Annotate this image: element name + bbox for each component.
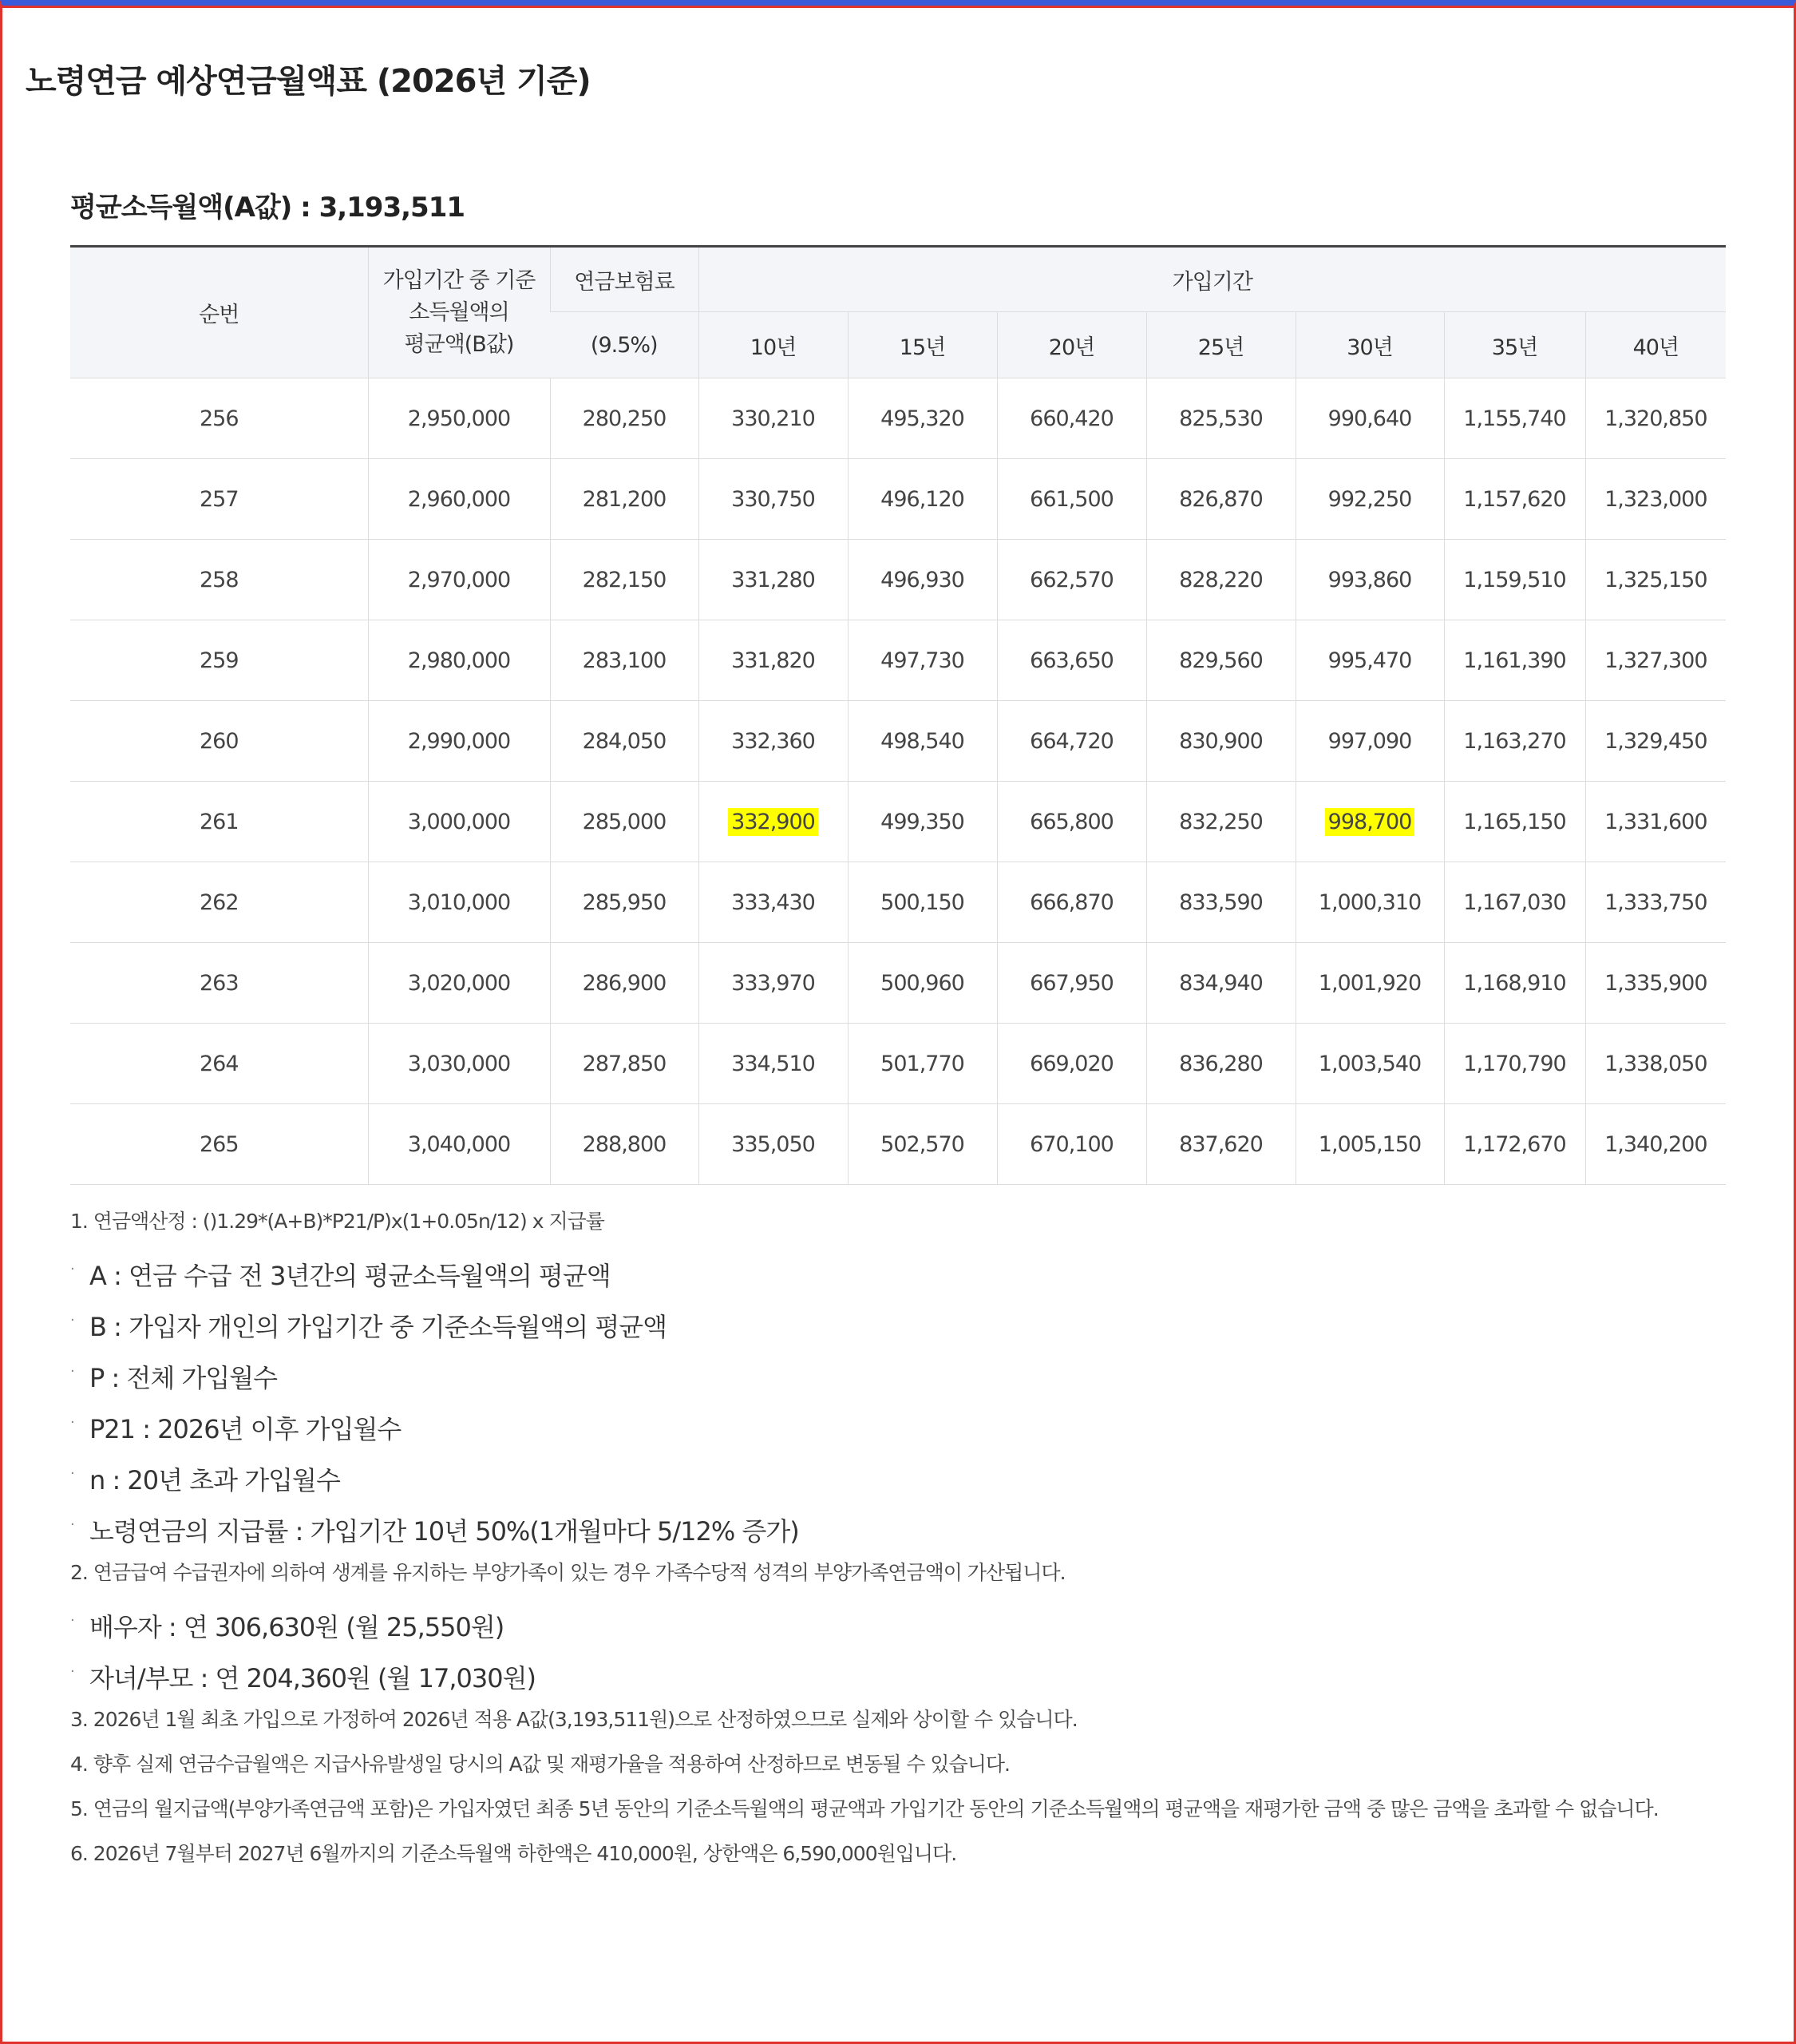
cell-premium: 281,200 (550, 459, 698, 540)
cell-20y: 664,720 (997, 701, 1146, 782)
table-row (70, 620, 1726, 701)
page-title: 노령연금 예상연금월액표 (2026년 기준) (26, 63, 591, 100)
col-header-premium: 연금보험료 (550, 247, 698, 312)
cell-premium: 286,900 (550, 943, 698, 1024)
cell-premium: 285,950 (550, 862, 698, 943)
col-header-year: 40년 (1585, 312, 1726, 378)
col-header-b-value (368, 247, 550, 378)
cell-seq: 265 (70, 1104, 368, 1185)
cell-15y: 498,540 (848, 701, 997, 782)
cell-15y: 502,570 (848, 1104, 997, 1185)
cell-seq: 264 (70, 1024, 368, 1104)
note-3: 3. 2026년 1월 최초 가입으로 가정하여 2026년 적용 A값(3,193,511원)으로 산정하였으므로 실제와 상이할 수 있습니다. (70, 1708, 1078, 1731)
cell-b-value: 2,970,000 (368, 540, 550, 620)
cell-20y: 663,650 (997, 620, 1146, 701)
bullet-icon: · (70, 1414, 74, 1431)
note-2-item (70, 1602, 1747, 1653)
cell-seq: 263 (70, 943, 368, 1024)
cell-25y: 825,530 (1146, 378, 1296, 459)
table-row (70, 701, 1726, 782)
col-header-year: 20년 (997, 312, 1146, 378)
cell-15y: 500,960 (848, 943, 997, 1024)
cell-30y: 1,005,150 (1296, 1104, 1444, 1185)
cell-10y: 334,510 (698, 1024, 848, 1104)
cell-premium: 284,050 (550, 701, 698, 782)
cell-premium: 282,150 (550, 540, 698, 620)
cell-15y: 496,930 (848, 540, 997, 620)
cell-20y: 661,500 (997, 459, 1146, 540)
note-1-item (70, 1404, 1747, 1455)
cell-35y: 1,161,390 (1444, 620, 1585, 701)
note-1-item (70, 1506, 1747, 1557)
cell-b-value: 2,990,000 (368, 701, 550, 782)
cell-40y: 1,329,450 (1585, 701, 1726, 782)
cell-premium: 280,250 (550, 378, 698, 459)
cell-35y: 1,168,910 (1444, 943, 1585, 1024)
table-row (70, 540, 1726, 620)
bullet-icon: · (70, 1465, 74, 1482)
bullet-icon: · (70, 1363, 74, 1380)
cell-10y: 335,050 (698, 1104, 848, 1185)
cell-40y: 1,333,750 (1585, 862, 1726, 943)
note-1-item-text: P21 : 2026년 이후 가입월수 (89, 1414, 402, 1444)
cell-35y: 1,170,790 (1444, 1024, 1585, 1104)
note-6: 6. 2026년 7월부터 2027년 6월까지의 기준소득월액 하한액은 410,000원, 상한액은 6,590,000원입니다. (70, 1842, 957, 1865)
cell-b-value: 2,960,000 (368, 459, 550, 540)
cell-15y: 499,350 (848, 782, 997, 862)
cell-15y: 501,770 (848, 1024, 997, 1104)
cell-b-value: 3,030,000 (368, 1024, 550, 1104)
highlight-10y: 332,900 (728, 808, 818, 836)
note-4: 4. 향후 실제 연금수급월액은 지급사유발생일 당시의 A값 및 재평가율을 적용하여 산정하므로 변동될 수 있습니다. (70, 1753, 1010, 1776)
a-value-label: 평균소득월액(A값) : 3,193,511 (70, 192, 465, 224)
cell-premium: 283,100 (550, 620, 698, 701)
note-2-item (70, 1653, 1747, 1704)
note-2-item-text: 배우자 : 연 306,630원 (월 25,550원) (89, 1612, 504, 1642)
pension-table (70, 245, 1726, 1185)
cell-10y: 330,750 (698, 459, 848, 540)
cell-30y: 990,640 (1296, 378, 1444, 459)
table-row-highlighted (70, 782, 1726, 862)
cell-premium: 288,800 (550, 1104, 698, 1185)
table-row (70, 862, 1726, 943)
cell-15y: 496,120 (848, 459, 997, 540)
note-1-item (70, 1353, 1747, 1404)
cell-seq: 256 (70, 378, 368, 459)
note-2: 2. 연금급여 수급권자에 의하여 생계를 유지하는 부양가족이 있는 경우 가족수당적 성격의 부양가족연금액이 가산됩니다. (70, 1561, 1066, 1584)
cell-35y: 1,163,270 (1444, 701, 1585, 782)
cell-b-value: 2,980,000 (368, 620, 550, 701)
cell-20y: 667,950 (997, 943, 1146, 1024)
cell-10y: 333,970 (698, 943, 848, 1024)
bullet-icon: · (70, 1312, 74, 1329)
bullet-icon: · (70, 1663, 74, 1680)
table-row (70, 1104, 1726, 1185)
cell-25y: 834,940 (1146, 943, 1296, 1024)
cell-35y: 1,155,740 (1444, 378, 1585, 459)
cell-35y: 1,172,670 (1444, 1104, 1585, 1185)
cell-seq: 257 (70, 459, 368, 540)
cell-b-value: 2,950,000 (368, 378, 550, 459)
cell-15y: 500,150 (848, 862, 997, 943)
cell-25y: 829,560 (1146, 620, 1296, 701)
cell-30y: 997,090 (1296, 701, 1444, 782)
cell-30y: 995,470 (1296, 620, 1444, 701)
cell-seq: 258 (70, 540, 368, 620)
note-1-item-text: 노령연금의 지급률 : 가입기간 10년 50%(1개월마다 5/12% 증가) (89, 1516, 799, 1547)
table-row (70, 378, 1726, 459)
note-1-item-text: P : 전체 가입월수 (89, 1363, 278, 1393)
cell-30y: 1,000,310 (1296, 862, 1444, 943)
col-header-year: 25년 (1146, 312, 1296, 378)
cell-40y: 1,338,050 (1585, 1024, 1726, 1104)
cell-20y: 670,100 (997, 1104, 1146, 1185)
col-header-seq: 순번 (70, 247, 368, 378)
bullet-icon: · (70, 1612, 74, 1629)
highlight-30y: 998,700 (1325, 808, 1415, 836)
cell-40y: 1,325,150 (1585, 540, 1726, 620)
cell-25y: 828,220 (1146, 540, 1296, 620)
cell-35y: 1,157,620 (1444, 459, 1585, 540)
cell-25y: 836,280 (1146, 1024, 1296, 1104)
cell-20y: 665,800 (997, 782, 1146, 862)
cell-seq: 262 (70, 862, 368, 943)
cell-30y (1296, 782, 1444, 862)
cell-25y: 826,870 (1146, 459, 1296, 540)
cell-10y: 331,280 (698, 540, 848, 620)
cell-seq: 259 (70, 620, 368, 701)
note-2-item-text: 자녀/부모 : 연 204,360원 (월 17,030원) (89, 1663, 536, 1693)
b-value-line1: 가입기간 중 기준 (382, 267, 536, 293)
notes-section (70, 1206, 1747, 1883)
cell-25y: 832,250 (1146, 782, 1296, 862)
note-5: 5. 연금의 월지급액(부양가족연금액 포함)은 가입자였던 최종 5년 동안의 기준소득월액의 평균액과 가입기간 동안의 기준소득월액의 평균액을 재평가한 금액 중 많은 금액을 초과할 수 없습니다. (70, 1797, 1659, 1820)
cell-15y: 495,320 (848, 378, 997, 459)
cell-25y: 833,590 (1146, 862, 1296, 943)
cell-20y: 669,020 (997, 1024, 1146, 1104)
col-header-year: 10년 (698, 312, 848, 378)
col-header-period: 가입기간 (698, 247, 1726, 312)
col-header-premium-rate: (9.5%) (550, 312, 698, 378)
cell-25y: 837,620 (1146, 1104, 1296, 1185)
cell-30y: 1,001,920 (1296, 943, 1444, 1024)
col-header-year: 35년 (1444, 312, 1585, 378)
cell-15y: 497,730 (848, 620, 997, 701)
cell-40y: 1,331,600 (1585, 782, 1726, 862)
cell-40y: 1,327,300 (1585, 620, 1726, 701)
cell-20y: 662,570 (997, 540, 1146, 620)
col-header-year: 30년 (1296, 312, 1444, 378)
cell-30y: 1,003,540 (1296, 1024, 1444, 1104)
top-accent-line (0, 6, 1796, 8)
bullet-icon: · (70, 1261, 74, 1278)
cell-40y: 1,340,200 (1585, 1104, 1726, 1185)
table-row (70, 943, 1726, 1024)
cell-10y: 332,360 (698, 701, 848, 782)
cell-premium: 285,000 (550, 782, 698, 862)
cell-30y: 993,860 (1296, 540, 1444, 620)
cell-10y (698, 782, 848, 862)
b-value-line3: 평균액(B값) (404, 331, 514, 357)
note-1-item (70, 1301, 1747, 1353)
cell-premium: 287,850 (550, 1024, 698, 1104)
cell-40y: 1,323,000 (1585, 459, 1726, 540)
cell-seq: 261 (70, 782, 368, 862)
cell-35y: 1,167,030 (1444, 862, 1585, 943)
table-row (70, 459, 1726, 540)
note-1-item (70, 1250, 1747, 1301)
cell-b-value: 3,020,000 (368, 943, 550, 1024)
note-1-item-text: A : 연금 수급 전 3년간의 평균소득월액의 평균액 (89, 1261, 611, 1291)
note-1-item-text: B : 가입자 개인의 가입기간 중 기준소득월액의 평균액 (89, 1312, 667, 1342)
bullet-icon: · (70, 1516, 74, 1533)
cell-25y: 830,900 (1146, 701, 1296, 782)
b-value-line2: 소득월액의 (409, 299, 509, 325)
cell-35y: 1,165,150 (1444, 782, 1585, 862)
cell-b-value: 3,000,000 (368, 782, 550, 862)
cell-seq: 260 (70, 701, 368, 782)
table-row (70, 1024, 1726, 1104)
cell-40y: 1,320,850 (1585, 378, 1726, 459)
cell-b-value: 3,010,000 (368, 862, 550, 943)
note-1: 1. 연금액산정 : ()1.29*(A+B)*P21/P)x(1+0.05n/12) x 지급률 (70, 1210, 604, 1233)
cell-10y: 333,430 (698, 862, 848, 943)
cell-10y: 331,820 (698, 620, 848, 701)
col-header-year: 15년 (848, 312, 997, 378)
note-1-item-text: n : 20년 초과 가입월수 (89, 1465, 340, 1495)
note-1-item (70, 1455, 1747, 1506)
cell-b-value: 3,040,000 (368, 1104, 550, 1185)
cell-20y: 666,870 (997, 862, 1146, 943)
cell-20y: 660,420 (997, 378, 1146, 459)
cell-10y: 330,210 (698, 378, 848, 459)
cell-40y: 1,335,900 (1585, 943, 1726, 1024)
cell-35y: 1,159,510 (1444, 540, 1585, 620)
cell-30y: 992,250 (1296, 459, 1444, 540)
